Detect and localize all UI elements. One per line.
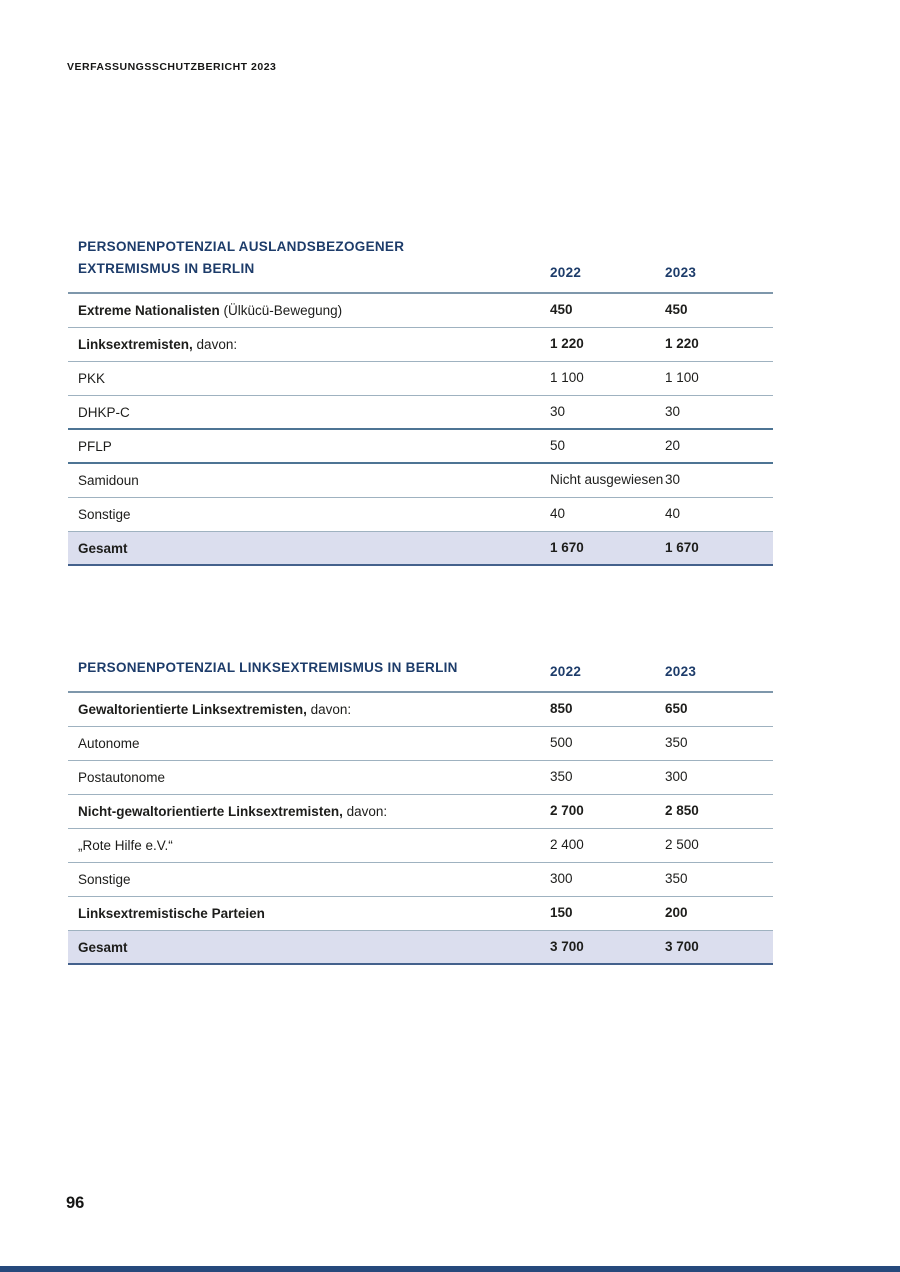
row-label [68,541,550,556]
table-row [68,430,773,464]
table-row [68,498,773,532]
value-2023: 2 500 [665,837,699,853]
row-label [68,473,550,488]
row-label-rest: Sonstige [78,872,131,887]
table-body [68,294,773,566]
value-2022: 300 [550,871,573,887]
table-personenpotenzial-auslandsbezogener-extremismus [68,236,773,566]
value-2023: 3 700 [665,938,699,954]
row-label [68,507,550,522]
row-label [68,736,550,751]
row-label-bold: Nicht-gewaltorientierte Linksextremisten, [78,804,343,819]
row-label-rest: davon: [306,702,352,717]
row-label-rest: davon: [192,337,238,352]
row-label-rest: (Ülkücü-Bewegung) [219,303,343,318]
total-row [68,931,773,965]
value-2023: 1 220 [665,336,699,352]
table-title: PERSONENPOTENZIAL LINKSEXTREMISMUS IN BERLIN [78,660,458,675]
value-2022: 1 670 [550,539,584,555]
table-row [68,795,773,829]
row-label-bold: Gewaltorientierte Linksextremisten, [78,702,307,717]
value-2023: 30 [665,403,681,419]
value-2022: 50 [550,437,566,453]
value-2022: Nicht ausgewiesen [550,472,664,488]
column-header-2022: 2022 [550,265,582,280]
row-label [68,439,550,454]
value-2022: 40 [550,506,566,522]
value-2022: 450 [550,302,573,318]
value-2023: 20 [665,437,681,453]
table-row [68,396,773,430]
row-label [68,940,550,955]
table-row [68,294,773,328]
row-label-rest: DHKP-C [78,404,130,420]
row-label-rest: Autonome [78,736,140,751]
row-label [68,872,550,887]
running-header: VERFASSUNGSSCHUTZBERICHT 2023 [67,61,277,73]
value-2022: 500 [550,735,573,751]
table-title: PERSONENPOTENZIAL AUSLANDSBEZOGENER EXTREMISMUS IN BERLIN [78,239,405,276]
total-row [68,532,773,566]
value-2023: 30 [665,472,681,488]
row-label [68,371,550,386]
row-label [68,770,550,785]
value-2022: 2 400 [550,837,584,853]
page-number: 96 [66,1194,85,1212]
value-2022: 350 [550,769,573,785]
row-label-bold: Linksextremistische Parteien [78,906,265,921]
value-2022: 30 [550,403,566,419]
table-header [68,657,773,693]
row-label-bold: Extreme Nationalisten [78,303,220,318]
value-2023: 200 [665,905,688,921]
table-row [68,328,773,362]
row-label-rest: PFLP [78,438,112,454]
row-label [68,702,550,717]
table-body [68,693,773,965]
table-row [68,727,773,761]
value-2023: 650 [665,701,688,717]
row-label [68,337,550,352]
row-label-rest: „Rote Hilfe e.V.“ [78,838,173,853]
value-2023: 40 [665,506,681,522]
row-label [68,838,550,853]
table-row [68,761,773,795]
value-2022: 850 [550,701,573,717]
footer-accent-bar [0,1266,900,1272]
table-row [68,693,773,727]
row-label [68,804,550,819]
row-label-rest: PKK [78,371,106,386]
table-header [68,236,773,294]
value-2023: 300 [665,769,688,785]
value-2022: 1 220 [550,336,584,352]
row-label-bold: Gesamt [78,939,128,955]
value-2022: 2 700 [550,803,584,819]
value-2023: 1 670 [665,539,699,555]
value-2023: 2 850 [665,803,699,819]
table-row [68,829,773,863]
value-2022: 1 100 [550,370,584,386]
table-row [68,464,773,498]
row-label-rest: davon: [342,804,388,819]
row-label [68,405,550,420]
row-label [68,303,550,318]
value-2023: 450 [665,302,688,318]
column-header-2023: 2023 [665,664,697,679]
value-2022: 150 [550,905,573,921]
row-label-rest: Sonstige [78,507,131,522]
column-header-2023: 2023 [665,265,697,280]
column-header-2022: 2022 [550,664,582,679]
row-label-rest: Postautonome [78,770,166,785]
row-label [68,906,550,921]
table-row [68,362,773,396]
row-label-bold: Gesamt [78,540,128,556]
row-label-bold: Linksextremisten, [78,337,193,352]
value-2023: 350 [665,871,688,887]
value-2023: 350 [665,735,688,751]
value-2022: 3 700 [550,938,584,954]
table-row [68,863,773,897]
row-label-rest: Samidoun [78,473,139,488]
table-row [68,897,773,931]
table-personenpotenzial-linksextremismus [68,657,773,965]
value-2023: 1 100 [665,370,699,386]
